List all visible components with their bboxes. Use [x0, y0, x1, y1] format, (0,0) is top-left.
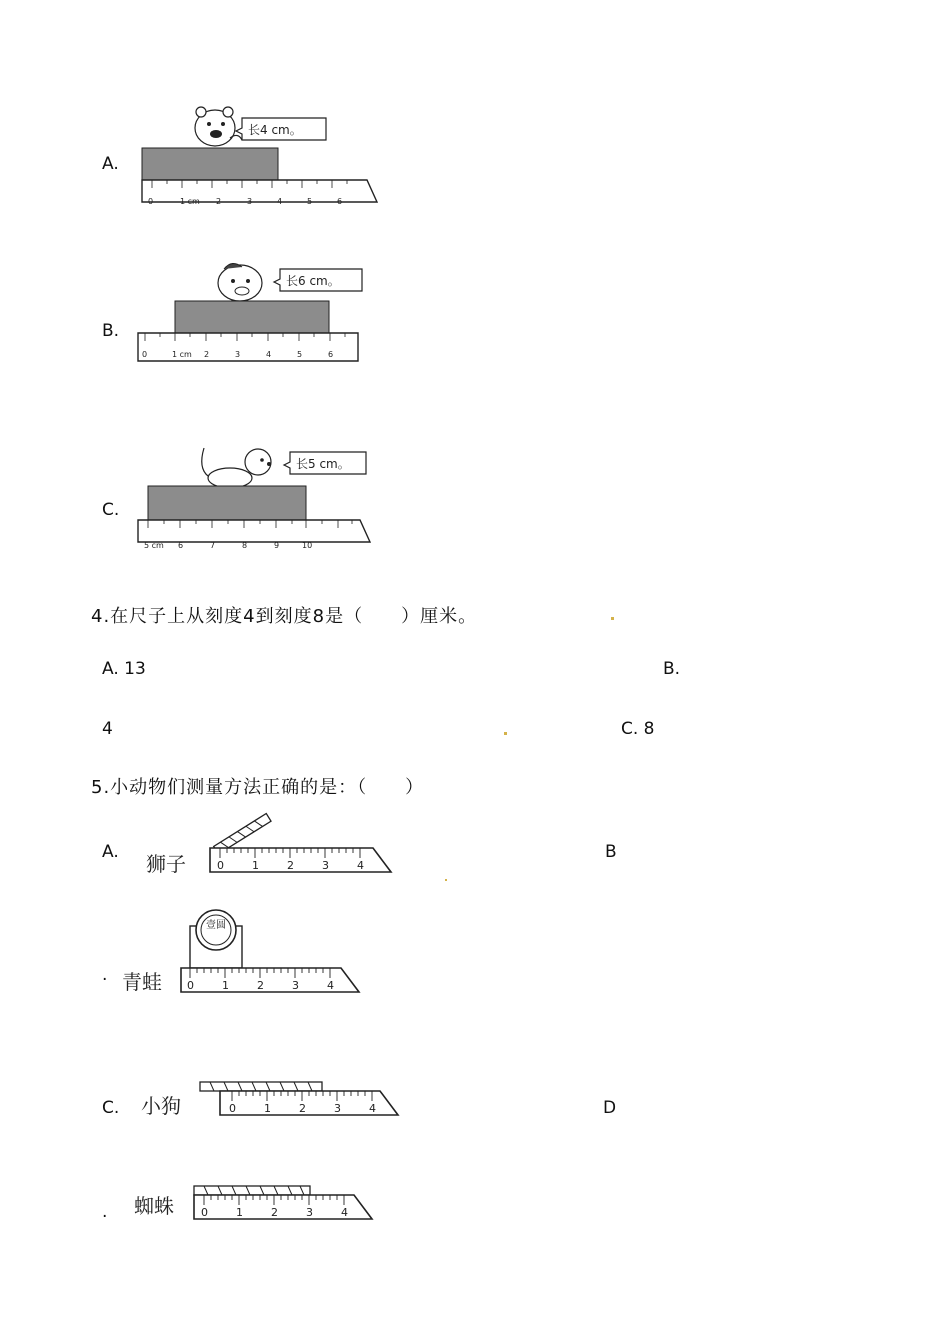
- option-a-letter: A.: [102, 154, 119, 174]
- ruler-label: 1: [222, 979, 229, 992]
- decorative-dot: [445, 879, 447, 881]
- ruler-label: 1: [236, 1206, 243, 1219]
- ruler-label: 2: [204, 350, 210, 359]
- ruler-label: 2: [287, 859, 294, 872]
- coin-label: 壹圆: [206, 920, 226, 931]
- pig-illustration: [218, 263, 262, 301]
- ruler-label: 0: [217, 859, 224, 872]
- q4-option-b-value: 4: [102, 719, 113, 739]
- animal-name-lion: 狮子: [146, 852, 186, 876]
- speech-bubble-b: 长6 cm。: [286, 274, 340, 288]
- q4-option-b[interactable]: B.: [663, 659, 681, 679]
- ruler-label: 6: [178, 541, 184, 550]
- ruler-label: 1: [252, 859, 259, 872]
- coin-illustration: [190, 910, 242, 968]
- bear-illustration: [195, 107, 242, 146]
- q5-option-d-letter[interactable]: D: [603, 1098, 617, 1118]
- ruler-label: 2: [216, 197, 222, 206]
- ruler-label: 5 cm: [144, 541, 164, 550]
- ruler-label: 0: [148, 197, 154, 206]
- ruler-label: 3: [292, 979, 299, 992]
- ruler-label: 3: [322, 859, 329, 872]
- decorative-dot: [611, 617, 614, 620]
- ruler-label: 0: [229, 1102, 236, 1115]
- ruler-label: 2: [299, 1102, 306, 1115]
- ruler-label: 1 cm: [180, 197, 200, 206]
- ruler-label: 3: [334, 1102, 341, 1115]
- dog-illustration: [202, 448, 271, 492]
- ruler-label: 4: [357, 859, 364, 872]
- ruler-label: 4: [266, 350, 272, 359]
- ruler-label: 2: [257, 979, 264, 992]
- q4-option-c[interactable]: C. 8: [621, 719, 655, 739]
- ruler-label: 4: [327, 979, 334, 992]
- question-5-text: 5.小动物们测量方法正确的是：（ ）: [91, 777, 425, 798]
- ruler-figure-dog: [196, 1078, 411, 1120]
- q4-option-a[interactable]: A. 13: [102, 659, 146, 679]
- animal-name-dog: 小狗: [141, 1094, 181, 1118]
- ruler-label: 2: [271, 1206, 278, 1219]
- q5-option-c-letter[interactable]: C.: [102, 1098, 120, 1118]
- ruler-label: 6: [328, 350, 334, 359]
- ruler-label: 1: [264, 1102, 271, 1115]
- ruler-label: 5: [297, 350, 303, 359]
- q5-option-b-letter[interactable]: B: [605, 842, 617, 862]
- ruler-label: 6: [337, 197, 343, 206]
- ruler-label: 4: [277, 197, 283, 206]
- animal-name-frog: 青蛙: [122, 970, 162, 994]
- speech-bubble-a: 长4 cm。: [248, 123, 302, 137]
- ruler-figure-lion: [205, 812, 400, 877]
- ruler-figure-b: [130, 255, 390, 380]
- ruler-label: 9: [274, 541, 280, 550]
- ruler-figure-frog: [176, 908, 371, 996]
- option-b-letter: B.: [102, 321, 120, 341]
- option-c-letter: C.: [102, 500, 120, 520]
- ruler-label: 0: [187, 979, 194, 992]
- ruler-label: 3: [235, 350, 241, 359]
- ruler-label: 0: [201, 1206, 208, 1219]
- ruler-figure-a: [130, 100, 390, 225]
- q5-option-b-lead: ·: [102, 970, 108, 990]
- ruler-label: 5: [307, 197, 313, 206]
- ruler-label: 7: [210, 541, 216, 550]
- decorative-dot: [504, 732, 507, 735]
- ruler-figure-c: [130, 438, 390, 563]
- question-4-text: 4.在尺子上从刻度4到刻度8是（ ）厘米。: [91, 606, 478, 627]
- speech-bubble-c: 长5 cm。: [296, 457, 350, 471]
- ruler-label: 4: [369, 1102, 376, 1115]
- q5-option-a-letter[interactable]: A.: [102, 842, 119, 862]
- ruler-label: 3: [306, 1206, 313, 1219]
- ruler-label: 8: [242, 541, 248, 550]
- measured-bar: [194, 1186, 310, 1195]
- ruler-label: 3: [247, 197, 253, 206]
- ruler-label: 1 cm: [172, 350, 192, 359]
- ruler-label: 4: [341, 1206, 348, 1219]
- q5-option-d-lead: .: [102, 1202, 108, 1222]
- ruler-label: 10: [302, 541, 313, 550]
- ruler-label: 0: [142, 350, 148, 359]
- animal-name-spider: 蜘蛛: [134, 1194, 174, 1218]
- ruler-figure-spider: [190, 1182, 385, 1224]
- measured-bar: [200, 1082, 322, 1091]
